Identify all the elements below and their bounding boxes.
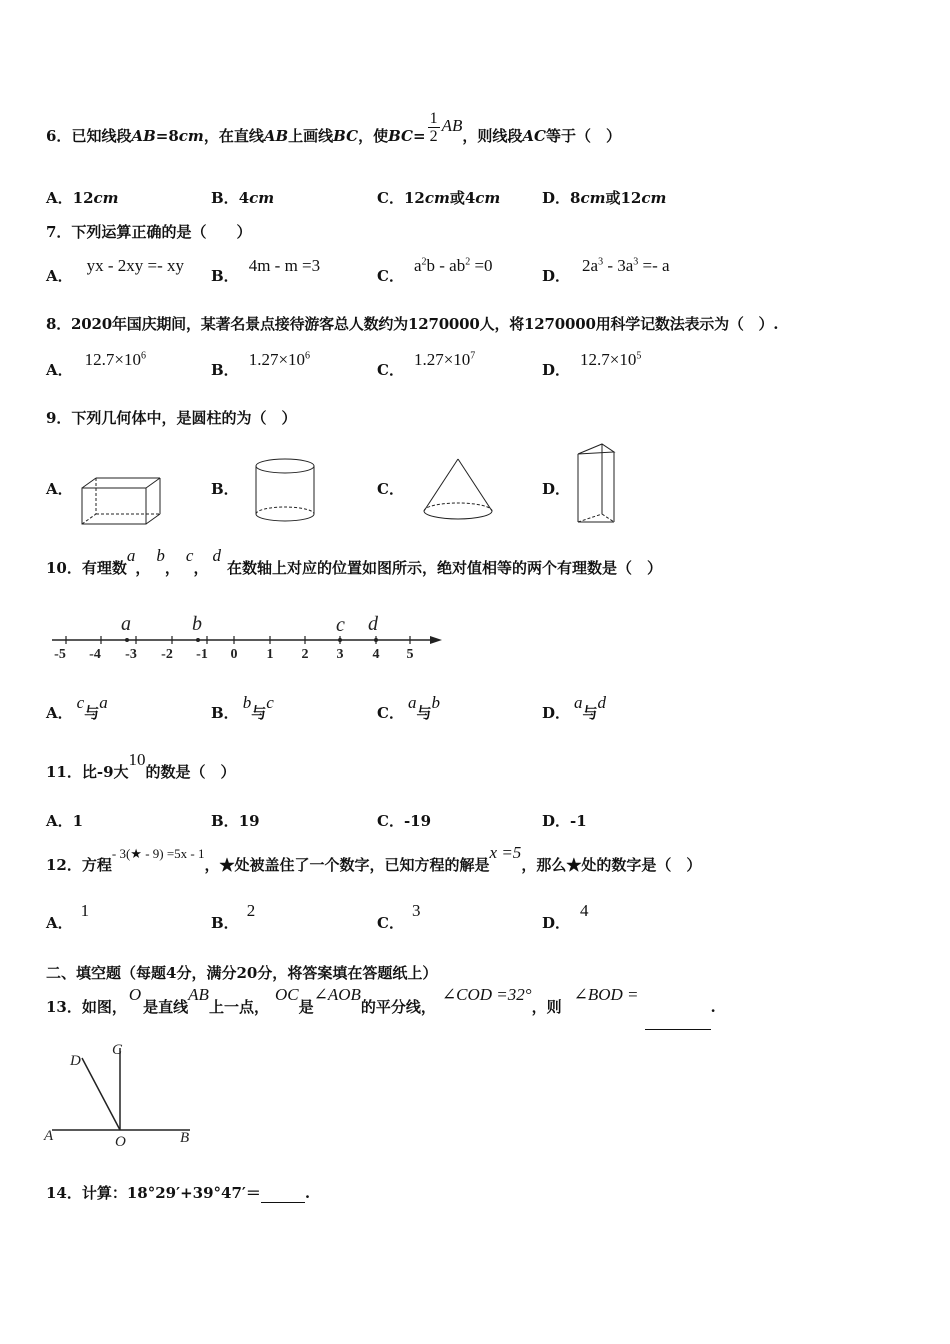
q12-stem: 12．方程- 3(★ - 9) =5x - 1，★处被盖住了一个数字，已知方程的解是x =5，那么★处的数字是（ ）: [46, 843, 702, 874]
q7-stem: 7．下列运算正确的是（ ）: [46, 223, 252, 241]
q10-stem: 10．有理数a，b，c，d在数轴上对应的位置如图所示，绝对值相等的两个有理数是（ ）: [46, 546, 662, 577]
angle-figure: [42, 1038, 202, 1150]
point-c: [338, 638, 342, 642]
tick-neg5: -5: [54, 647, 66, 662]
q14-stem: 14．计算：18°29′+39°47′＝ .: [46, 1184, 311, 1202]
q9-option-d[interactable]: D．: [542, 480, 571, 498]
q8-option-a[interactable]: A．$12.7\times 10^6$: [46, 350, 146, 379]
tick-neg1: -1: [196, 647, 208, 662]
prism-figure: [574, 440, 620, 528]
label-d: d: [368, 613, 378, 635]
q6-stem: 6．已知线段AB=8cm，在直线AB上画线BC，使BC= $\frac{1}{2}$ AB，则线段AC等于（ ）: [46, 109, 621, 145]
q7-option-c[interactable]: C．$a^2b - ab^2 =0$: [377, 256, 493, 285]
point-b: [196, 638, 200, 642]
tick-neg2: -2: [161, 647, 173, 662]
q7-option-d[interactable]: D．$2a^3 - 3a^3 =- a$: [542, 256, 670, 285]
label-C: C: [112, 1042, 123, 1058]
q10-option-c[interactable]: C．a与b: [377, 693, 440, 722]
tick-neg4: -4: [89, 647, 101, 662]
q8-option-c[interactable]: C．$1.27\times 10^7$: [377, 350, 476, 379]
label-D: D: [70, 1053, 81, 1069]
q9-option-c[interactable]: C．: [377, 480, 404, 498]
label-b: b: [192, 613, 202, 635]
q6-option-d[interactable]: D．8cm或12cm: [542, 189, 667, 207]
q6-option-a[interactable]: A．12cm: [46, 189, 119, 207]
tick-2: 2: [301, 647, 309, 662]
q14-answer-blank[interactable]: [261, 1184, 305, 1203]
section-heading: 二、填空题（每题4分，满分20分，将答案填在答题纸上）: [46, 964, 438, 982]
q13-stem: 13．如图，O是直线AB上一点，OC是∠AOB的平分线，∠COD =32°，则∠BOD = .: [46, 985, 716, 1030]
tick-3: 3: [336, 647, 344, 662]
q6-option-c[interactable]: C．12cm或4cm: [377, 189, 501, 207]
q8-option-b[interactable]: B．$1.27\times 10^6$: [211, 350, 311, 379]
tick-neg3: -3: [125, 647, 137, 662]
q7-option-a[interactable]: A．yx - 2xy =- xy: [46, 256, 185, 285]
q12-option-a[interactable]: A．1: [46, 901, 90, 932]
point-d: [374, 638, 378, 642]
cuboid-figure: [78, 474, 164, 528]
q11-option-b[interactable]: B．19: [211, 812, 260, 830]
cone-figure: [420, 456, 496, 524]
tick-1: 1: [266, 647, 274, 662]
q13-answer-blank[interactable]: [645, 985, 711, 1030]
label-B: B: [180, 1130, 190, 1146]
q9-option-a[interactable]: A．: [46, 480, 73, 498]
label-O: O: [115, 1134, 126, 1150]
q8-option-d[interactable]: D．$12.7\times 10^5$: [542, 350, 642, 379]
q6-option-b[interactable]: B．4cm: [211, 189, 275, 207]
point-a: [125, 638, 129, 642]
q11-stem: 11．比-9大10的数是（ ）: [46, 750, 236, 781]
q12-option-c[interactable]: C．3: [377, 901, 421, 932]
q12-option-b[interactable]: B．2: [211, 901, 256, 932]
q11-option-a[interactable]: A．1: [46, 812, 84, 830]
one-half-fraction: $\frac{1}{2}$: [429, 109, 438, 145]
tick-4: 4: [372, 647, 380, 662]
q7-option-b[interactable]: B．4m - m =3: [211, 256, 321, 285]
q8-stem: 8．2020年国庆期间，某著名景点接待游客总人数约为1270000人，将1270000用科学记数法表示为（ ）.: [46, 315, 779, 333]
number-line: [44, 606, 454, 664]
q10-option-d[interactable]: D．a与d: [542, 693, 607, 722]
q9-option-b[interactable]: B．: [211, 480, 239, 498]
label-A: A: [44, 1128, 54, 1144]
q11-option-d[interactable]: D．-1: [542, 812, 587, 830]
q12-option-d[interactable]: D．4: [542, 901, 589, 932]
label-c: c: [336, 614, 345, 636]
q10-option-b[interactable]: B．b与c: [211, 693, 274, 722]
q9-stem: 9．下列几何体中，是圆柱的为（ ）: [46, 409, 297, 427]
tick-5: 5: [406, 647, 414, 662]
q11-option-c[interactable]: C．-19: [377, 812, 432, 830]
cylinder-figure: [252, 456, 318, 528]
label-a: a: [121, 613, 131, 635]
tick-0: 0: [230, 647, 238, 662]
q10-option-a[interactable]: A．c与a: [46, 693, 108, 722]
